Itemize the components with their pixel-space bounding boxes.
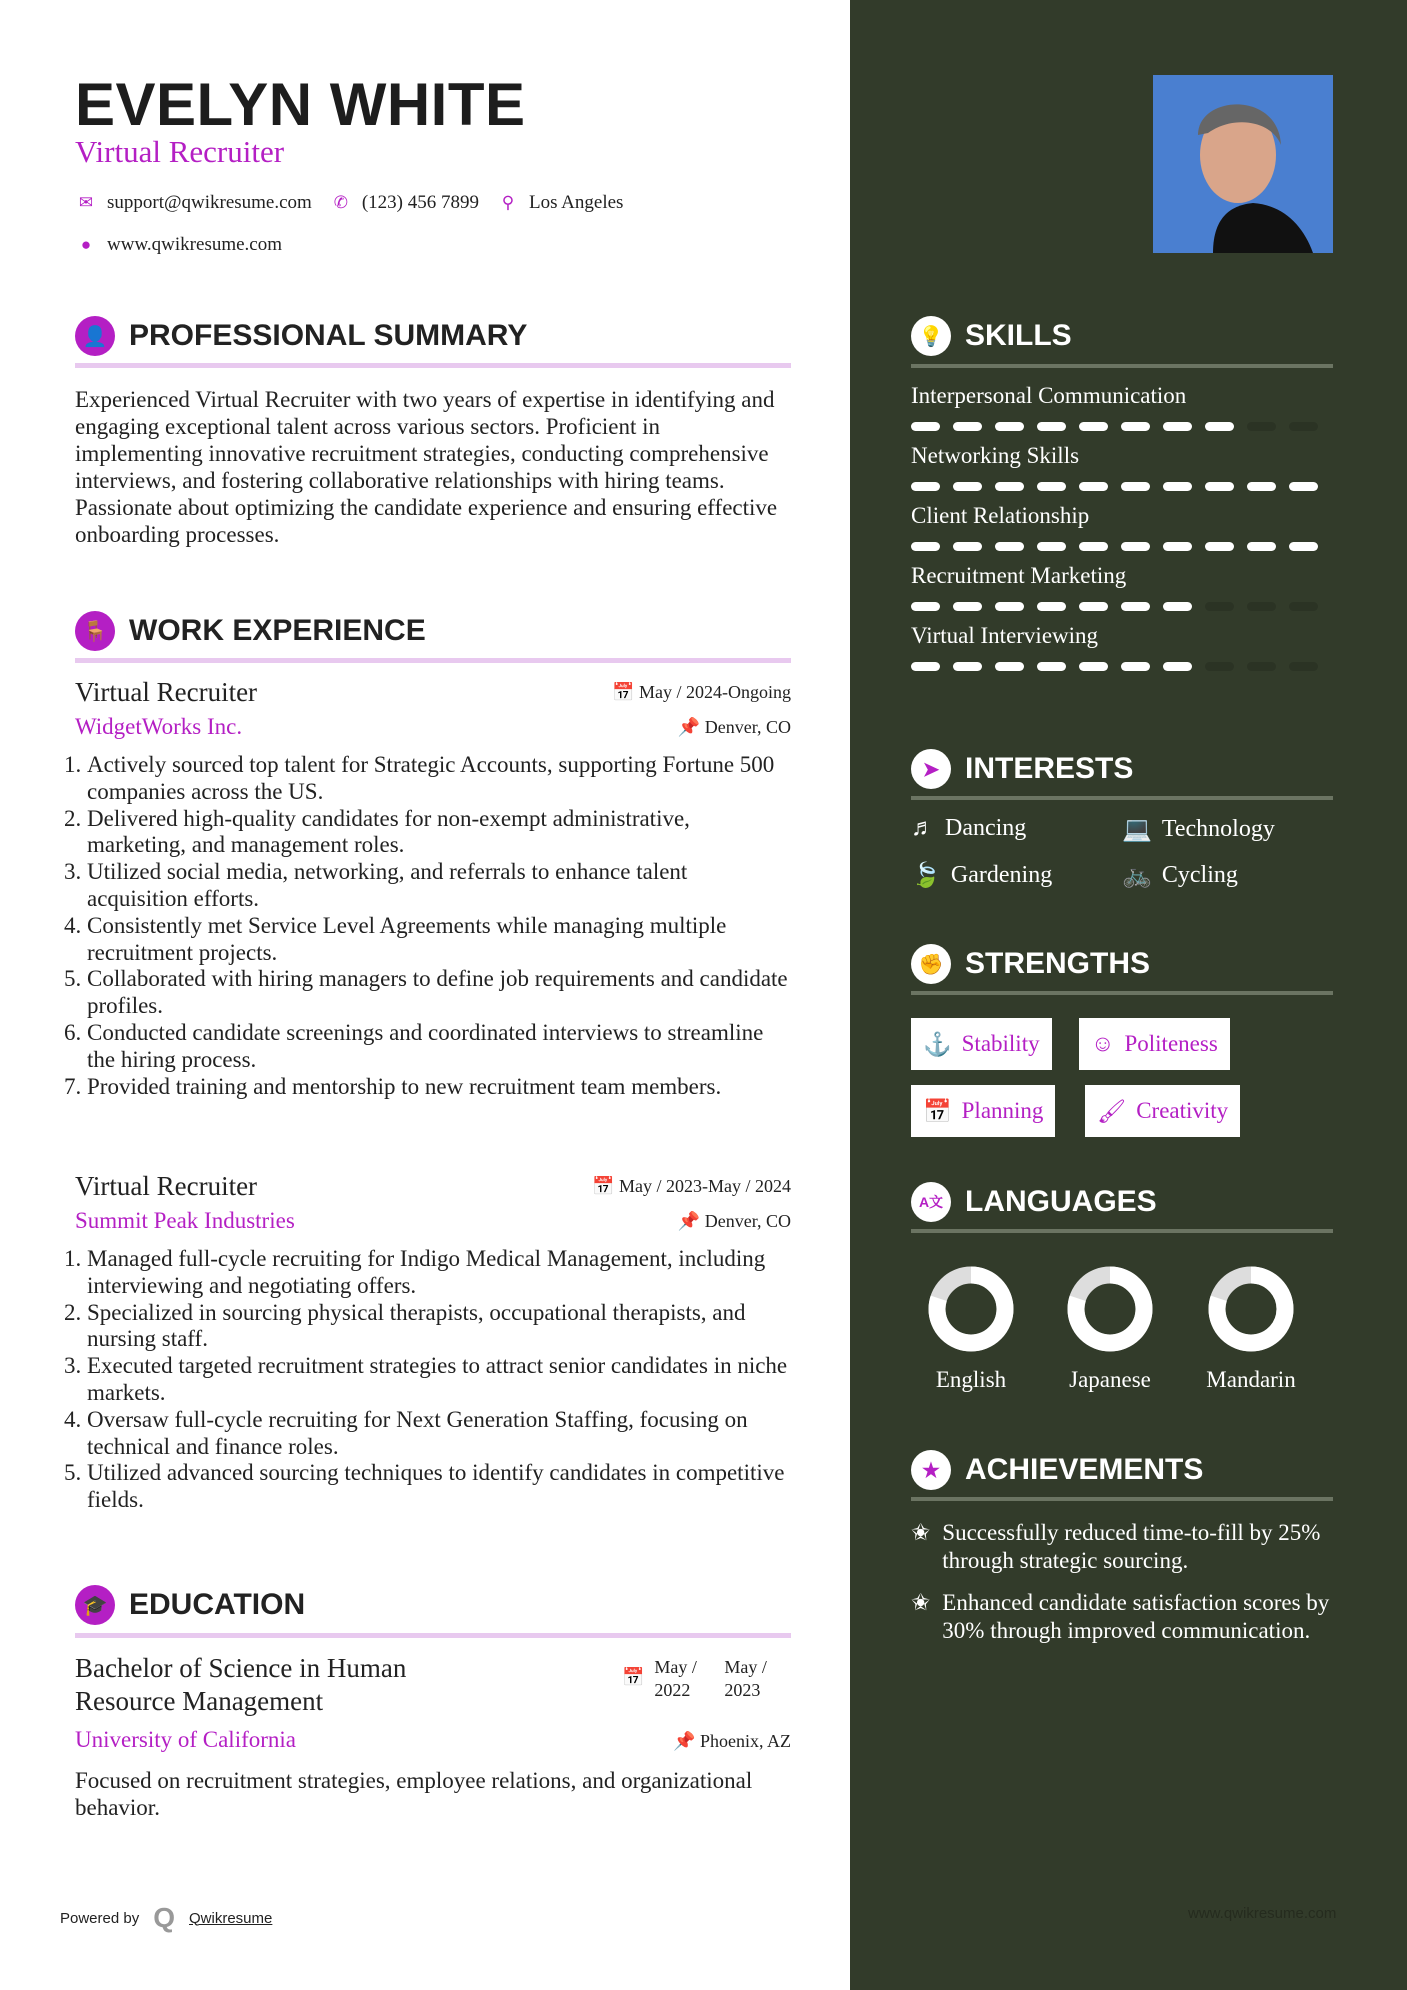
skill-segment [1247,422,1276,431]
website-row [75,234,282,256]
language-donut [1066,1265,1154,1358]
skill-level-bar [911,482,1333,491]
calendar-icon: 📅 [622,1667,645,1687]
language-icon: A文 [911,1182,951,1222]
footer-site: www.qwikresume.com [1188,1905,1337,1922]
powered-by: Powered by Q Qwikresume [60,1902,273,1933]
language-donut [1207,1265,1295,1358]
skill-segment [1163,602,1192,611]
skill-segment [911,662,940,671]
skill-segment [1289,662,1318,671]
divider [911,1229,1333,1233]
skill-segment [1205,602,1234,611]
skill-segment [1289,542,1318,551]
skill-segment [1079,422,1108,431]
skill-item [911,623,1333,671]
skill-name: Networking Skills [911,443,1080,468]
star-icon: ★ [911,1450,951,1490]
skill-item [911,443,1333,491]
skill-segment [911,482,940,491]
star-icon: ✬ [911,1590,931,1615]
interest-item: 🚲 Cycling [1122,862,1238,889]
skill-segment [1205,422,1234,431]
pin-icon: 📌 [673,1731,696,1751]
divider [75,658,791,663]
skill-segment [911,542,940,551]
chair-icon: 🪑 [75,611,115,651]
skill-segment [1121,482,1150,491]
interest-item: ♬ Dancing [911,815,1027,841]
language-name: English [935,1367,1007,1392]
skill-segment [1121,662,1150,671]
skill-segment [1079,602,1108,611]
skill-segment [1163,542,1192,551]
skill-item [911,563,1333,611]
candidate-name: EVELYN WHITE [75,71,526,138]
strength-chip: 🖌 Creativity [1085,1085,1240,1137]
smile-icon: ☺ [1091,1031,1115,1056]
skill-segment [1247,482,1276,491]
brand-link[interactable]: Qwikresume [189,1909,273,1927]
skill-segment [1289,422,1318,431]
skill-segment [1247,542,1276,551]
strength-chip: 📅 Planning [911,1085,1055,1137]
language-donut [927,1265,1015,1358]
job-entry: Virtual Recruiter 📅 May / 2024-Ongoing WidgetWorks Inc. 📌 Denver, CO 1. Actively sourced top talent for Strategic Accounts, supporting Fortune 500 companies across the US. 2. Delivered high-quality candidates for non-exempt administrative, marketing, and management roles. 3. Utilized social media, networking, and referrals to enhance talent acquisition efforts. 4. Consistently met Service Level Agreements while managing multiple recruitment projects. 5. Collaborated with hiring managers to define job requirements and candidate profiles. 6. Conducted candidate screenings and coordinated interviews to streamline the hiring process. 7. Provided training and mentorship to new recruitment team members. [75,677,791,1100]
skill-item [911,383,1333,431]
skill-segment [1205,542,1234,551]
skill-name: Virtual Interviewing [911,623,1099,648]
achievement-item: ✬ Enhanced candidate satisfaction scores by 30% through improved communication. [911,1590,1330,1643]
edu-dates: 📅 May / 2022 May / 2023 [622,1657,767,1700]
summary-heading: 👤 PROFESSIONAL SUMMARY [75,316,527,356]
skill-segment [1079,542,1108,551]
skill-segment [1037,602,1066,611]
skill-segment [953,422,982,431]
paper-plane-icon: ➤ [911,749,951,789]
skill-segment [1247,602,1276,611]
skill-segment [1079,662,1108,671]
skill-segment [1037,482,1066,491]
divider [75,363,791,368]
skill-segment [995,422,1024,431]
skill-segment [1037,542,1066,551]
skill-segment [953,602,982,611]
languages-heading: A文 LANGUAGES [911,1182,1157,1222]
skill-segment [1037,422,1066,431]
globe-icon: ● [80,235,92,254]
strength-chip: ⚓ Stability [911,1018,1052,1070]
phone: (123) 456 7899 [361,192,479,213]
education-heading: 🎓 EDUCATION [75,1585,305,1625]
interests-heading: ➤ INTERESTS [911,749,1133,789]
skill-level-bar [911,662,1333,671]
degree: Bachelor of Science in Human Resource Management [75,1653,407,1716]
skill-segment [1247,662,1276,671]
music-icon: ♬ [911,815,935,841]
language-name: Japanese [1069,1367,1151,1392]
email[interactable]: support@qwikresume.com [107,192,312,213]
skill-segment [1079,482,1108,491]
edu-desc: Focused on recruitment strategies, employee relations, and organizational behavior. [75,1768,753,1820]
skill-segment [1121,542,1150,551]
skill-segment [1163,482,1192,491]
calendar-icon: 📅 [612,682,635,702]
skill-segment [1205,662,1234,671]
laptop-icon: 💻 [1122,817,1152,843]
job-entry: Virtual Recruiter 📅 May / 2023-May / 2024 Summit Peak Industries 📌 Denver, CO 1. Managed full-cycle recruiting for Indigo Medical Management, including interviewing and negotiating offers. 2. Specialized in sourcing physical therapists, occupational therapists, and nursing staff. 3. Executed targeted recruitment strategies to attract senior candidates in niche markets. 4. Oversaw full-cycle recruiting for Next Generation Staffing, focusing on technical and finance roles. 5. Utilized advanced sourcing techniques to identify candidates in competitive fields. [75,1171,791,1514]
qwikresume-logo-icon: Q [153,1902,175,1933]
edu-location: 📌 Phoenix, AZ [673,1731,791,1751]
divider [911,364,1333,368]
strengths-heading: ✊ STRENGTHS [911,944,1150,984]
star-icon: ✬ [911,1520,931,1545]
skill-segment [995,482,1024,491]
achievements-heading: ★ ACHIEVEMENTS [911,1450,1203,1490]
calendar-icon: 📅 [592,1176,615,1196]
skill-name: Interpersonal Communication [911,383,1187,408]
strength-chip: ☺ Politeness [1079,1018,1230,1070]
skill-segment [1037,662,1066,671]
interest-item: 🍃 Gardening [911,862,1053,889]
skill-level-bar [911,602,1333,611]
phone-icon: ✆ [333,193,348,212]
skill-name: Client Relationship [911,503,1090,528]
interest-item: 💻 Technology [1122,816,1275,843]
skill-segment [1121,422,1150,431]
skill-segment [1121,602,1150,611]
divider [911,991,1333,995]
skill-level-bar [911,542,1333,551]
location: Los Angeles [528,192,624,213]
leaf-icon: 🍃 [911,863,941,889]
skill-level-bar [911,422,1333,431]
sidebar-panel [850,0,1407,1990]
map-marker-icon: ⚲ [501,193,515,212]
skills-heading: 💡 SKILLS [911,316,1072,356]
skills-list [911,383,1333,683]
pin-icon: 📌 [677,1210,701,1231]
paintbrush-icon: 🖌 [1097,1098,1127,1124]
language-name: Mandarin [1206,1367,1296,1392]
skill-segment [1163,662,1192,671]
skill-segment [995,542,1024,551]
skill-segment [1205,482,1234,491]
graduate-icon: 🎓 [75,1585,115,1625]
user-icon: 👤 [75,316,115,356]
calendar-icon: 📅 [923,1098,952,1124]
achievement-item: ✬ Successfully reduced time-to-fill by 25% through strategic sourcing. [911,1520,1321,1573]
fist-icon: ✊ [911,944,951,984]
lightbulb-icon: 💡 [911,316,951,356]
skill-segment [953,482,982,491]
job-title: Virtual Recruiter [75,134,285,169]
bicycle-icon: 🚲 [1122,863,1152,889]
school: University of California [75,1727,297,1752]
skill-segment [911,422,940,431]
skill-segment [953,662,982,671]
skill-segment [911,602,940,611]
skill-segment [1289,482,1318,491]
profile-photo [1153,75,1333,253]
work-heading: 🪑 WORK EXPERIENCE [75,611,426,651]
anchor-icon: ⚓ [923,1031,952,1057]
summary-text: Experienced Virtual Recruiter with two years of expertise in identifying and engaging exceptional talent across various sectors. Proficient in implementing innovative recruitment strategies, conducting comprehensive interviews, and fostering collaborative relationships with hiring teams. Passionate about optimizing the candidate experience and ensuring effective onboarding processes. [75,387,778,547]
divider [75,1633,791,1638]
skill-item [911,503,1333,551]
skill-segment [995,602,1024,611]
skill-segment [995,662,1024,671]
pin-icon: 📌 [677,716,701,737]
skill-segment [953,542,982,551]
website[interactable]: www.qwikresume.com [107,234,283,255]
envelope-icon: ✉ [78,193,94,212]
skill-segment [1163,422,1192,431]
divider [911,1497,1333,1501]
contact-row [75,192,623,214]
skill-name: Recruitment Marketing [911,563,1127,588]
divider [911,796,1333,800]
skill-segment [1289,602,1318,611]
